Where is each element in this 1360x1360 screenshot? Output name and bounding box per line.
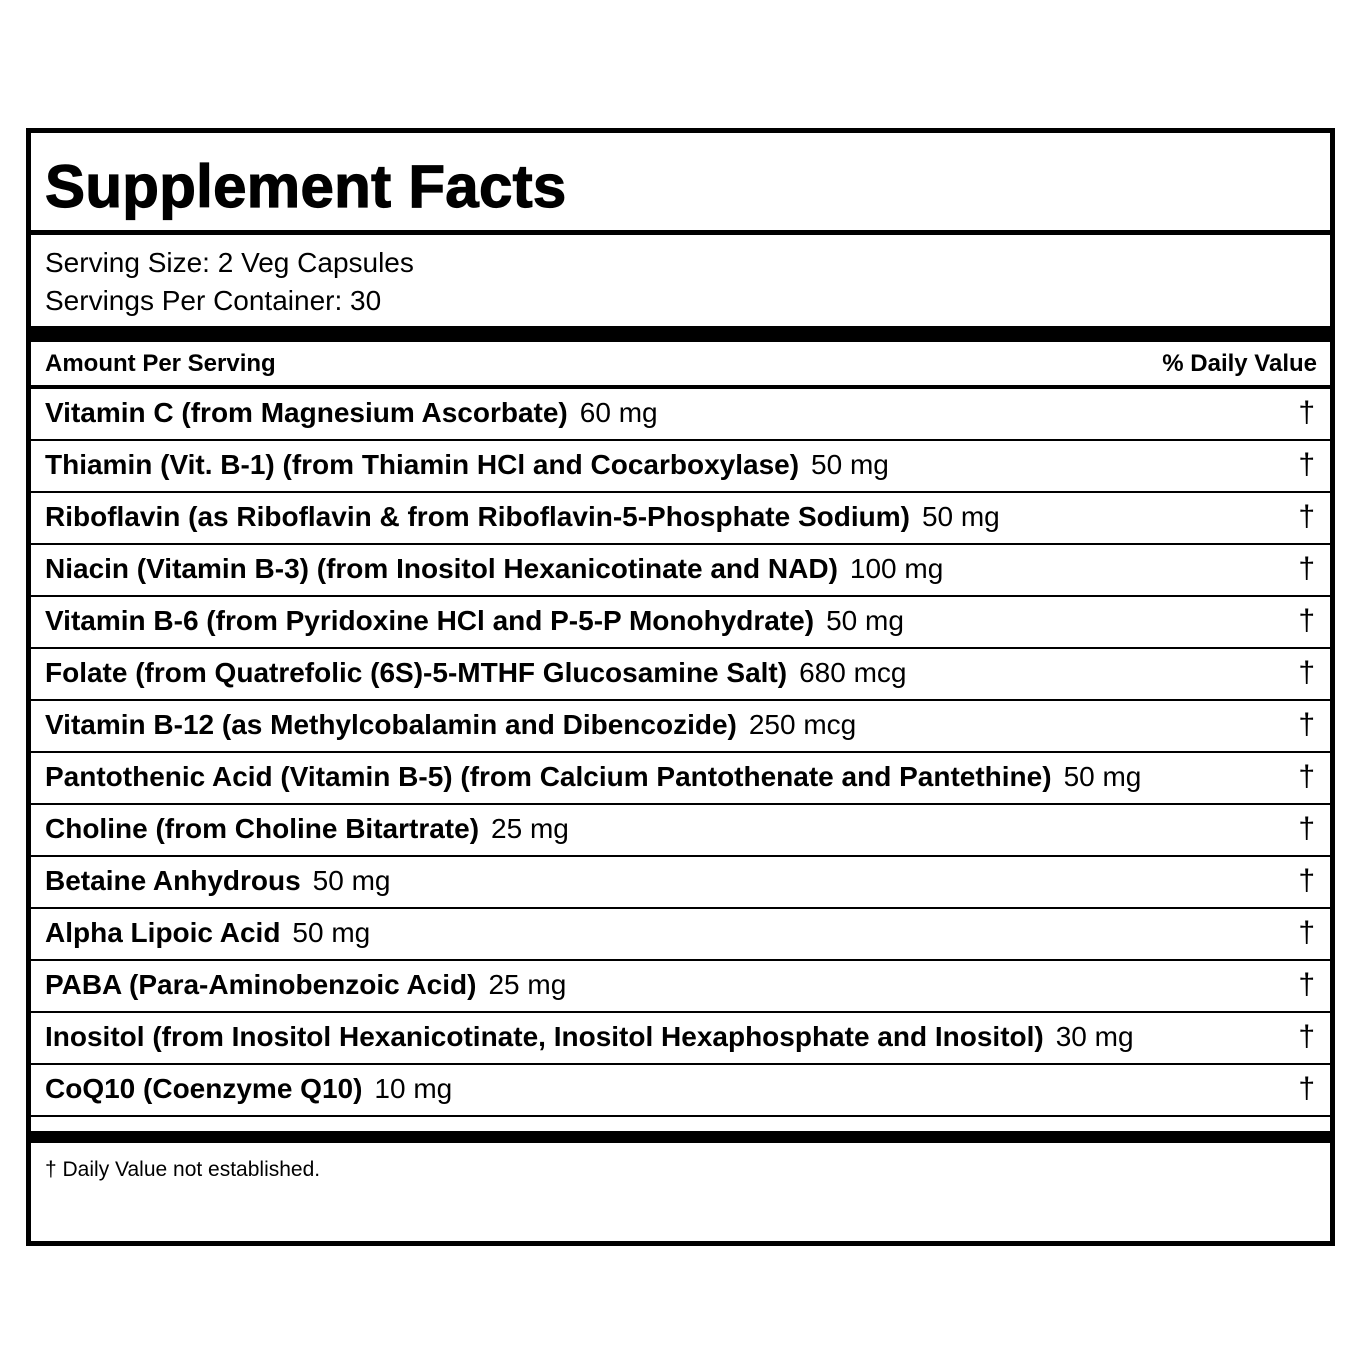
column-header-row <box>31 342 1330 389</box>
nutrient-list <box>31 389 1330 1117</box>
daily-value-dagger: † <box>1298 812 1315 845</box>
nutrient-content <box>45 449 889 481</box>
nutrient-row <box>31 1065 1330 1117</box>
daily-value-dagger: † <box>1298 760 1315 793</box>
nutrient-name: Vitamin C (from Magnesium Ascorbate) <box>45 397 568 428</box>
title-section <box>31 133 1330 235</box>
daily-value-header: % Daily Value <box>1162 350 1317 377</box>
nutrient-row <box>31 1013 1330 1065</box>
nutrient-name: Choline (from Choline Bitartrate) <box>45 813 480 844</box>
panel-title: Supplement Facts <box>45 153 567 220</box>
nutrient-content <box>45 397 658 429</box>
nutrient-amount: 10 mg <box>374 1073 453 1104</box>
daily-value-dagger: † <box>1298 500 1315 533</box>
daily-value-dagger: † <box>1298 604 1315 637</box>
amount-per-serving-header: Amount Per Serving <box>45 350 276 377</box>
daily-value-dagger: † <box>1298 396 1315 429</box>
daily-value-dagger: † <box>1298 552 1315 585</box>
nutrient-name: CoQ10 (Coenzyme Q10) <box>45 1073 363 1104</box>
daily-value-dagger: † <box>1298 968 1315 1001</box>
nutrient-content <box>45 1021 1134 1053</box>
nutrient-row <box>31 857 1330 909</box>
nutrient-name: Vitamin B-12 (as Methylcobalamin and Dibencozide) <box>45 709 737 740</box>
nutrient-content <box>45 605 904 637</box>
nutrient-name: Thiamin (Vit. B-1) (from Thiamin HCl and Cocarboxylase) <box>45 449 800 480</box>
nutrient-content <box>45 917 370 949</box>
daily-value-dagger: † <box>1298 708 1315 741</box>
nutrient-amount: 30 mg <box>1055 1021 1134 1052</box>
nutrient-amount: 25 mg <box>488 969 567 1000</box>
nutrient-content <box>45 969 566 1001</box>
daily-value-dagger: † <box>1298 916 1315 949</box>
nutrient-content <box>45 865 391 897</box>
serving-info <box>31 235 1330 342</box>
nutrient-row <box>31 493 1330 545</box>
nutrient-row <box>31 441 1330 493</box>
nutrient-row <box>31 753 1330 805</box>
nutrient-name: Vitamin B-6 (from Pyridoxine HCl and P-5-P Monohydrate) <box>45 605 815 636</box>
nutrient-amount: 50 mg <box>921 501 1000 532</box>
nutrient-amount: 50 mg <box>811 449 889 480</box>
nutrient-row <box>31 389 1330 441</box>
nutrient-row <box>31 649 1330 701</box>
nutrient-content <box>45 1073 452 1105</box>
daily-value-dagger: † <box>1298 864 1315 897</box>
nutrient-name: Pantothenic Acid (Vitamin B-5) (from Calcium Pantothenate and Pantethine) <box>45 761 1052 792</box>
nutrient-row <box>31 909 1330 961</box>
supplement-facts-panel <box>26 128 1335 1246</box>
bottom-divider-bar <box>31 1131 1330 1143</box>
nutrient-row <box>31 701 1330 753</box>
nutrient-content <box>45 761 1141 793</box>
nutrient-name: Betaine Anhydrous <box>45 865 301 896</box>
nutrient-content <box>45 553 943 585</box>
daily-value-dagger: † <box>1298 448 1315 481</box>
nutrient-amount: 680 mcg <box>799 657 907 688</box>
nutrient-amount: 50 mg <box>1063 761 1142 792</box>
nutrient-row <box>31 805 1330 857</box>
nutrient-content <box>45 813 569 845</box>
nutrient-amount: 50 mg <box>312 865 391 896</box>
nutrient-amount: 50 mg <box>292 917 371 948</box>
nutrient-row <box>31 545 1330 597</box>
nutrient-name: Alpha Lipoic Acid <box>45 917 281 948</box>
nutrient-content <box>45 657 907 689</box>
nutrient-amount: 50 mg <box>826 605 904 636</box>
nutrient-name: Inositol (from Inositol Hexanicotinate, Inositol Hexaphosphate and Inositol) <box>45 1021 1044 1052</box>
nutrient-name: Folate (from Quatrefolic (6S)-5-MTHF Glucosamine Salt) <box>45 657 788 688</box>
nutrient-name: PABA (Para-Aminobenzoic Acid) <box>45 969 477 1000</box>
nutrient-amount: 250 mcg <box>748 709 857 740</box>
daily-value-dagger: † <box>1298 656 1315 689</box>
daily-value-dagger: † <box>1298 1072 1315 1105</box>
nutrient-row <box>31 961 1330 1013</box>
nutrient-amount: 25 mg <box>491 813 569 844</box>
nutrient-content <box>45 501 1000 533</box>
nutrient-row <box>31 597 1330 649</box>
nutrient-content <box>45 709 856 741</box>
serving-size: Serving Size: 2 Veg Capsules <box>45 247 414 278</box>
footnote: † Daily Value not established. <box>45 1158 321 1181</box>
nutrient-amount: 60 mg <box>579 397 658 428</box>
nutrient-amount: 100 mg <box>849 553 944 584</box>
nutrient-name: Riboflavin (as Riboflavin & from Riboflavin-5-Phosphate Sodium) <box>45 501 910 532</box>
servings-per-container: Servings Per Container: 30 <box>45 285 382 316</box>
daily-value-dagger: † <box>1298 1020 1315 1053</box>
nutrient-name: Niacin (Vitamin B-3) (from Inositol Hexanicotinate and NAD) <box>45 553 838 584</box>
